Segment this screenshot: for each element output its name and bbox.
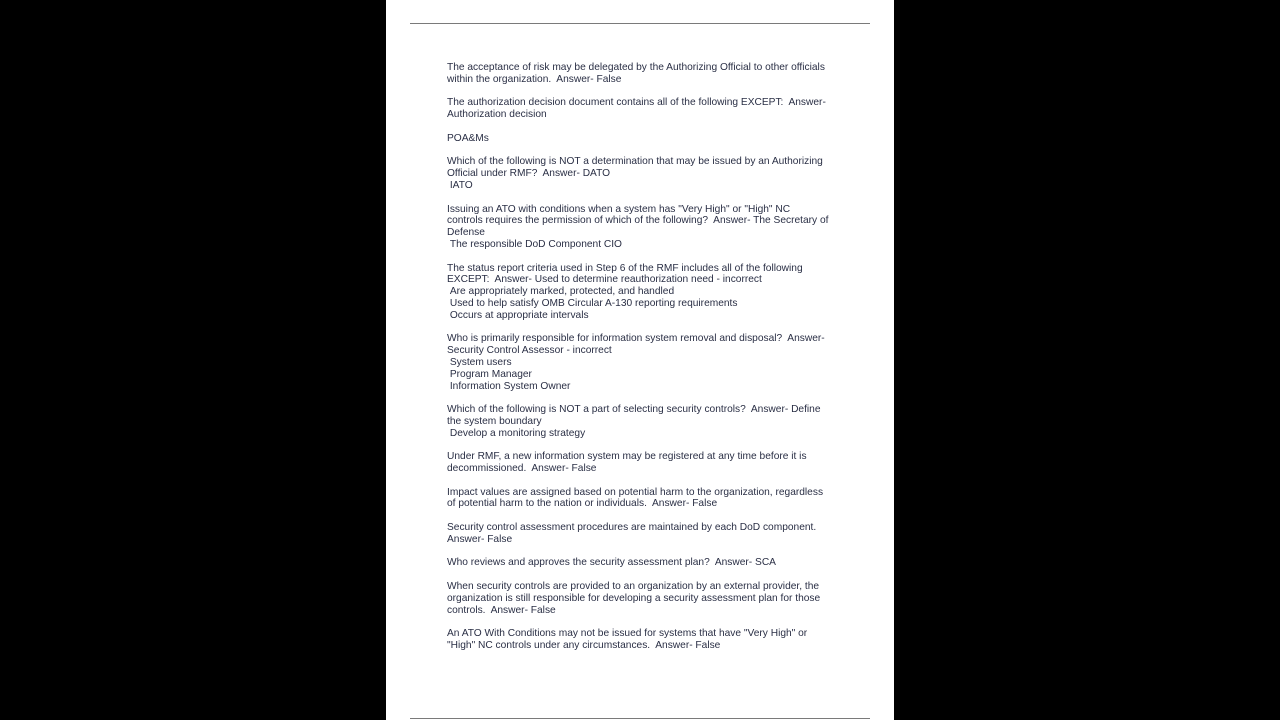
text-line: Impact values are assigned based on potential harm to the organization, regardless bbox=[447, 486, 824, 498]
qa-item bbox=[447, 404, 847, 439]
text-line: Issuing an ATO with conditions when a system has "Very High" or "High" NC bbox=[447, 203, 791, 215]
qa-item bbox=[447, 204, 847, 251]
document-body bbox=[447, 62, 847, 664]
qa-item bbox=[447, 62, 847, 86]
text-line: "High" NC controls under any circumstances. Answer- False bbox=[447, 640, 721, 652]
header-rule bbox=[410, 23, 870, 24]
text-line: Authorization decision bbox=[447, 109, 547, 121]
text-line: Defense bbox=[447, 227, 485, 239]
text-line: controls requires the permission of which of the following? Answer- The Secretary of bbox=[447, 215, 829, 227]
qa-item bbox=[447, 97, 847, 121]
text-line: controls. Answer- False bbox=[447, 604, 556, 616]
text-line: IATO bbox=[447, 179, 473, 191]
text-line: organization is still responsible for developing a security assessment plan for those bbox=[447, 592, 821, 604]
text-line: decommissioned. Answer- False bbox=[447, 463, 597, 475]
text-line: Develop a monitoring strategy bbox=[447, 427, 586, 439]
text-line: Used to help satisfy OMB Circular A-130 reporting requirements bbox=[447, 297, 738, 309]
text-line: Answer- False bbox=[447, 533, 513, 545]
qa-item bbox=[447, 156, 847, 191]
qa-item bbox=[447, 451, 847, 475]
text-line: The acceptance of risk may be delegated by the Authorizing Official to other officials bbox=[447, 62, 825, 73]
text-line: Program Manager bbox=[447, 368, 532, 380]
text-line: EXCEPT: Answer- Used to determine reauthorization need - incorrect bbox=[447, 274, 762, 286]
text-line: The responsible DoD Component CIO bbox=[447, 238, 622, 250]
qa-item bbox=[447, 581, 847, 616]
text-line: POA&Ms bbox=[447, 132, 489, 144]
text-line: The status report criteria used in Step 6 of the RMF includes all of the following bbox=[447, 262, 803, 274]
text-line: When security controls are provided to an organization by an external provider, the bbox=[447, 581, 820, 593]
text-line: Which of the following is NOT a part of selecting security controls? Answer- Define bbox=[447, 404, 821, 416]
qa-item bbox=[447, 628, 847, 652]
text-line: Security Control Assessor - incorrect bbox=[447, 345, 612, 357]
text-line: Security control assessment procedures are maintained by each DoD component. bbox=[447, 522, 817, 534]
text-line: the system boundary bbox=[447, 415, 542, 427]
text-line: Official under RMF? Answer- DATO bbox=[447, 168, 611, 180]
qa-item bbox=[447, 557, 847, 569]
footer-rule bbox=[410, 718, 870, 719]
text-line: Are appropriately marked, protected, and handled bbox=[447, 286, 675, 298]
text-line: An ATO With Conditions may not be issued for systems that have "Very High" or bbox=[447, 628, 808, 640]
text-line: Information System Owner bbox=[447, 380, 571, 392]
document-page bbox=[386, 0, 894, 720]
text-line: of potential harm to the nation or individuals. Answer- False bbox=[447, 498, 718, 510]
text-line: Under RMF, a new information system may be registered at any time before it is bbox=[447, 451, 807, 463]
text-line: Which of the following is NOT a determination that may be issued by an Authorizing bbox=[447, 156, 823, 168]
text-line: Who reviews and approves the security assessment plan? Answer- SCA bbox=[447, 557, 776, 569]
text-line: The authorization decision document contains all of the following EXCEPT: Answer- bbox=[447, 97, 826, 109]
text-line: Who is primarily responsible for information system removal and disposal? Answer- bbox=[447, 333, 825, 345]
qa-item bbox=[447, 263, 847, 322]
qa-item bbox=[447, 133, 847, 145]
qa-item bbox=[447, 522, 847, 546]
text-line: within the organization. Answer- False bbox=[447, 73, 622, 85]
qa-item bbox=[447, 333, 847, 392]
text-line: System users bbox=[447, 356, 512, 368]
text-line: Occurs at appropriate intervals bbox=[447, 309, 589, 321]
qa-item bbox=[447, 487, 847, 511]
